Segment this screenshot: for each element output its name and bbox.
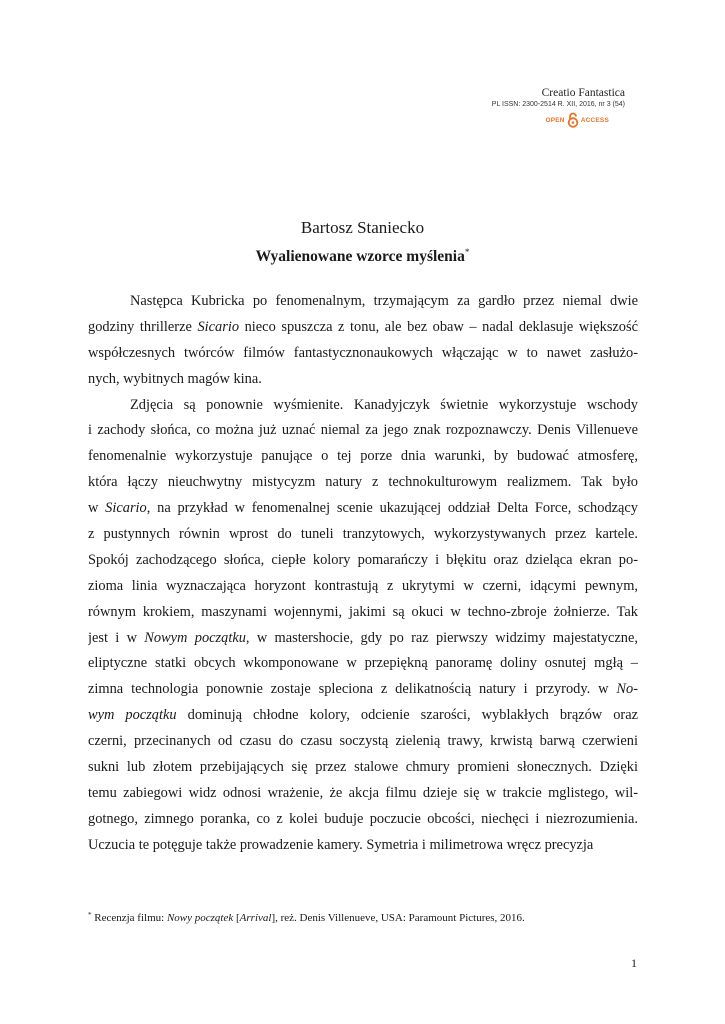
oa-access-label: ACCESS [580, 116, 609, 124]
text-line: wym początku dominują chłodne kolory, odcienie szarości, wyblakłych brązów oraz [88, 707, 638, 724]
text-line: nych, wybitnych magów kina. [88, 370, 262, 387]
text-line: zioma linia wyznaczająca horyzont kontrastują z ukrytymi w czerni, idącymi pewnym, [88, 577, 638, 594]
footnote [88, 908, 638, 925]
text-line: eliptyczne statki obcych wkomponowane w przepiękną panoramę doliny osnutej mgłą – [88, 655, 638, 672]
text-line: Uczucia te potęguje także prowadzenie kamery. Symetria i milimetrowa wręcz precyzja [88, 836, 594, 853]
text-line: jest i w Nowym początku, w mastershocie, gdy po raz pierwszy widzimy majestatyczne, [88, 629, 638, 646]
text-line: gotnego, zimnego poranka, co z kolei buduje poczucie obcości, niechęci i niezrozumienia. [88, 810, 638, 827]
journal-name: Creatio Fantastica [541, 87, 625, 99]
text-line: sukni lub złotem przebijających się przez stalowe chmury promieni słonecznych. Dzięki [88, 759, 638, 776]
open-access-logo [365, 112, 609, 128]
journal-issn: PL ISSN: 2300-2514 R. XII, 2016, nr 3 (54) [491, 101, 625, 108]
journal-header [365, 86, 625, 128]
text-line: czerni, przecinanych od czasu do czasu soczystą zielenią trawy, krwistą barwą czerwieni [88, 733, 638, 750]
text-line: Spokój zachodzącego słońca, ciepłe kolory pomarańczy i błękitu oraz dzieląca ekran po- [88, 551, 638, 568]
open-lock-icon [567, 112, 579, 128]
text-line: i zachody słońca, co można już uznać niemal za jego znak rozpoznawczy. Denis Villenueve [88, 422, 638, 439]
article-title-text: Wyalienowane wzorce myślenia [255, 248, 465, 265]
footnote-reference[interactable]: * [464, 247, 470, 257]
text-line: temu zabiegowi widz odnosi wrażenie, że akcja filmu dzieje się w trakcie mglistego, wil- [88, 784, 638, 801]
text-line: współczesnych twórców filmów fantastycznonaukowych włączając w to nawet zasłużo- [88, 344, 638, 361]
oa-open-label: OPEN [545, 116, 565, 124]
footnote-mark: * [88, 911, 92, 919]
text-line: zimna technologia ponownie zostaje spleciona z delikatnością natury i przyrody. w No- [88, 681, 638, 698]
footnote-text: Recenzja filmu: Nowy początek [Arrival], reż. Denis Villenueve, USA: Paramount Pictures, 2016. [94, 912, 525, 924]
text-line: godziny thrillerze Sicario nieco spuszcza z tonu, ale bez obaw – nadal deklasuje większość [88, 318, 638, 335]
article-body [88, 289, 638, 859]
text-line: równym krokiem, maszynami wojennymi, jakimi są okuci w techno-zbroje żołnierze. Tak [88, 603, 638, 620]
text-line: Następca Kubricka po fenomenalnym, trzymającym za gardło przez niemal dwie [130, 293, 638, 309]
text-line: z pustynnych równin wprost do tuneli tranzytowych, wykorzystywanych przez kartele. [88, 526, 638, 543]
text-line: w Sicario, na przykład w fenomenalnej scenie ukazującej oddział Delta Force, schodzący [88, 500, 638, 517]
page-number: 1 [631, 956, 637, 970]
article-title [0, 247, 725, 266]
author-name: Bartosz Staniecko [300, 218, 425, 237]
text-line: fenomenalnie wykorzystuje panujące o tej porze dnia warunki, by budować atmosferę, [88, 448, 638, 465]
text-line: która łączy nieuchwytny mistycyzm natury z technokulturowym realizmem. Tak było [88, 474, 638, 491]
text-line: Zdjęcia są ponownie wyśmienite. Kanadyjczyk świetnie wykorzystuje wschody [130, 396, 638, 413]
